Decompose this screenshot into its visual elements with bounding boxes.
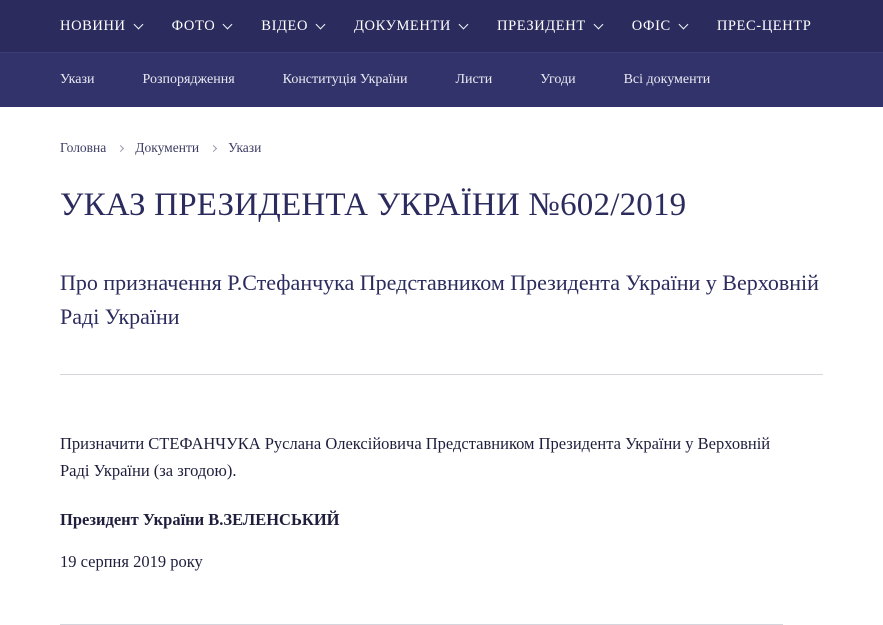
nav-item-video[interactable] <box>261 18 324 35</box>
chevron-down-icon <box>459 20 469 30</box>
divider-top <box>60 374 823 375</box>
nav-item-documents[interactable] <box>354 18 467 35</box>
chevron-down-icon <box>223 20 233 30</box>
nav-item-label: ПРЕС-ЦЕНТР <box>716 17 812 34</box>
secondary-navigation <box>0 52 883 107</box>
nav-item-label: ФОТО <box>171 17 216 34</box>
nav-item-office[interactable] <box>632 18 687 35</box>
chevron-right-icon <box>117 144 124 151</box>
nav-item-president[interactable] <box>497 18 602 35</box>
document-date: 19 серпня 2019 року <box>60 552 203 572</box>
nav-item-label: ПРЕЗИДЕНТ <box>497 17 586 34</box>
nav-item-label: ДОКУМЕНТИ <box>354 17 451 34</box>
nav-item-label: НОВИНИ <box>60 17 126 34</box>
subnav-item-letters[interactable]: Листи <box>455 72 493 87</box>
document-body: Призначити СТЕФАНЧУКА Руслана Олексійовича Представником Президента України у Верховній Раді України (за згодою). <box>60 433 771 480</box>
primary-navigation <box>0 0 883 52</box>
main-content <box>0 107 883 625</box>
chevron-down-icon <box>133 20 143 30</box>
nav-item-news[interactable] <box>60 18 142 35</box>
chevron-down-icon <box>678 20 688 30</box>
nav-item-label: ВІДЕО <box>261 17 309 34</box>
page-title: УКАЗ ПРЕЗИДЕНТА УКРАЇНИ №602/2019 <box>60 187 687 223</box>
nav-item-photo[interactable] <box>172 18 232 35</box>
document-signature: Президент України В.ЗЕЛЕНСЬКИЙ <box>60 510 340 530</box>
breadcrumb-item-documents[interactable]: Документи <box>135 140 200 155</box>
chevron-down-icon <box>316 20 326 30</box>
subnav-item-constitution[interactable]: Конституція України <box>282 72 408 87</box>
nav-item-press-center[interactable] <box>717 18 812 35</box>
subnav-item-orders[interactable]: Розпорядження <box>142 72 235 87</box>
subnav-item-all-documents[interactable]: Всі документи <box>623 72 711 87</box>
nav-item-label: ОФІС <box>631 17 671 34</box>
chevron-down-icon <box>593 20 603 30</box>
chevron-right-icon <box>210 144 217 151</box>
breadcrumb-item-home[interactable]: Головна <box>60 140 107 155</box>
subnav-item-agreements[interactable]: Угоди <box>540 72 576 87</box>
breadcrumb <box>60 107 823 156</box>
breadcrumb-item-decrees[interactable]: Укази <box>228 140 262 155</box>
document-subtitle: Про призначення Р.Стефанчука Представником Президента України у Верховній Раді України <box>60 269 819 329</box>
subnav-item-decrees[interactable]: Укази <box>60 72 95 87</box>
